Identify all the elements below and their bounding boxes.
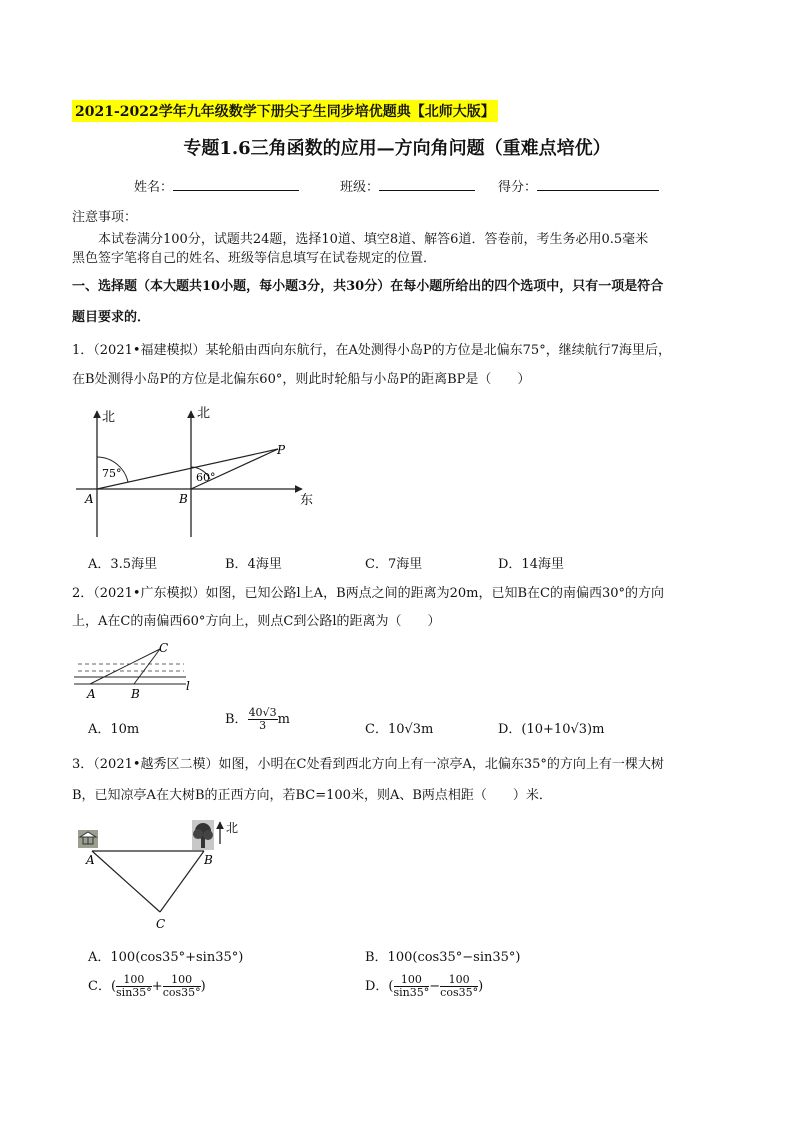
q1-line-ap bbox=[97, 449, 278, 489]
q3-figure bbox=[74, 818, 254, 933]
pavilion-icon bbox=[78, 830, 98, 848]
q1-line-2: 在B处测得小岛P的方位是北偏东60°，则此时轮船与小岛P的距离BP是（ ） bbox=[72, 372, 531, 387]
q2-road-l: l bbox=[186, 679, 190, 693]
q3-point-c: C bbox=[156, 917, 166, 931]
q2-option-b[interactable] bbox=[225, 707, 290, 732]
q1-figure bbox=[70, 405, 330, 540]
q1-option-d[interactable]: D．14海里 bbox=[498, 557, 564, 572]
q3-line-2: B，已知凉亭A在大树B的正西方向，若BC=100米，则A、B两点相距（ ）米． bbox=[72, 788, 552, 803]
q3-point-b: B bbox=[204, 853, 213, 867]
q3-option-d-num-2: 100 bbox=[440, 974, 478, 987]
q2-option-a[interactable]: A．10m bbox=[88, 722, 140, 737]
q1-option-a[interactable]: A．3.5海里 bbox=[88, 557, 158, 572]
class-blank bbox=[379, 178, 475, 191]
q3-option-b[interactable]: B．100(cos35°−sin35°) bbox=[365, 950, 521, 965]
q2-line-ac bbox=[90, 649, 160, 684]
q2-option-d[interactable]: D．(10+10√3)m bbox=[498, 722, 605, 737]
q1-north-label-a: 北 bbox=[102, 410, 116, 425]
q1-angle-75: 75° bbox=[102, 467, 122, 480]
score-label: 得分： bbox=[498, 180, 538, 195]
q3-option-d-minus: − bbox=[429, 979, 441, 994]
q3-option-d-close: ) bbox=[478, 979, 484, 994]
q2-option-c[interactable]: C．10√3m bbox=[365, 722, 434, 737]
q3-option-c-den-1: sin35° bbox=[116, 986, 152, 999]
q2-figure bbox=[72, 640, 202, 702]
name-blank bbox=[173, 178, 299, 191]
q3-option-d-den-2: cos35° bbox=[440, 986, 479, 999]
name-label: 姓名： bbox=[134, 180, 174, 195]
q3-option-d[interactable] bbox=[365, 974, 483, 999]
tree-icon bbox=[192, 820, 214, 850]
score-blank bbox=[537, 178, 659, 191]
q1-option-c[interactable]: C．7海里 bbox=[365, 557, 423, 572]
notice-line-2: 黑色签字笔将自己的姓名、班级等信息填写在试卷规定的位置． bbox=[72, 251, 437, 266]
q3-option-d-fraction-2 bbox=[440, 974, 478, 999]
q2-line-1: 2．（2021•广东模拟）如图，已知公路l上A，B两点之间的距离为20m，已知B在C的南偏西30°的方向 bbox=[72, 586, 665, 601]
q3-north-label: 北 bbox=[226, 821, 239, 835]
q1-point-a: A bbox=[85, 492, 94, 506]
q3-line-1: 3．（2021•越秀区二模）如图，小明在C处看到西北方向上有一凉亭A，北偏东35°的方向上有一棵大树 bbox=[72, 757, 664, 772]
q1-point-p: P bbox=[277, 443, 286, 457]
q2-point-c: C bbox=[159, 641, 169, 655]
notice-line-1: 本试卷满分100分，试题共24题，选择10道、填空8道、解答6道．答卷前，考生务必用0.5毫米 bbox=[98, 232, 649, 247]
q3-option-c-num-1: 100 bbox=[116, 974, 152, 987]
name-field bbox=[134, 176, 299, 195]
q3-line-ac bbox=[92, 851, 160, 912]
q3-point-a: A bbox=[86, 853, 95, 867]
class-field bbox=[340, 176, 475, 195]
q3-option-d-prefix: D．( bbox=[365, 979, 394, 994]
q3-option-c-close: ) bbox=[200, 979, 206, 994]
q3-option-a[interactable]: A．100(cos35°+sin35°) bbox=[88, 950, 244, 965]
section-heading-line-1: 一、选择题（本大题共10小题，每小题3分，共30分）在每小题所给出的四个选项中，只有一项是符合 bbox=[72, 279, 664, 294]
q3-option-d-den-1: sin35° bbox=[393, 986, 430, 999]
q1-north-label-b: 北 bbox=[197, 406, 211, 421]
section-heading-line-2: 题目要求的． bbox=[72, 310, 151, 325]
q2-line-bc bbox=[134, 649, 160, 684]
q3-option-c-prefix: C．( bbox=[88, 979, 117, 994]
score-field bbox=[498, 176, 659, 195]
q1-east-label: 东 bbox=[300, 493, 314, 508]
q1-angle-60: 60° bbox=[196, 471, 216, 484]
q2-option-b-denominator: 3 bbox=[259, 719, 267, 732]
class-label: 班级： bbox=[340, 180, 380, 195]
notice-heading: 注意事项： bbox=[72, 210, 138, 225]
q3-option-c-num-2: 100 bbox=[163, 974, 201, 987]
q1-line-1: 1．（2021•福建模拟）某轮船由西向东航行，在A处测得小岛P的方位是北偏东75°，继续航行7海里后， bbox=[72, 343, 671, 358]
q2-point-b: B bbox=[131, 687, 140, 701]
q1-option-b[interactable]: B．4海里 bbox=[225, 557, 282, 572]
q3-option-c-fraction-1 bbox=[116, 974, 152, 999]
q2-option-b-numerator: 40√3 bbox=[248, 706, 277, 719]
q2-line-2: 上，A在C的南偏西60°方向上，则点C到公路l的距离为（ ） bbox=[72, 614, 441, 629]
q2-option-b-unit: m bbox=[277, 712, 290, 727]
q3-option-d-num-1: 100 bbox=[394, 974, 430, 987]
series-banner: 2021-2022学年九年级数学下册尖子生同步培优题典【北师大版】 bbox=[72, 100, 498, 122]
q3-line-bc bbox=[160, 851, 204, 912]
q3-option-c-plus: + bbox=[151, 979, 163, 994]
q2-option-b-prefix: B． bbox=[225, 712, 248, 727]
q2-point-a: A bbox=[87, 687, 96, 701]
q1-point-b: B bbox=[179, 492, 188, 506]
q3-option-c-den-2: cos35° bbox=[162, 986, 201, 999]
q3-option-c[interactable] bbox=[88, 974, 206, 999]
q3-option-d-fraction-1 bbox=[394, 974, 430, 999]
q3-option-c-fraction-2 bbox=[163, 974, 201, 999]
q2-option-b-fraction bbox=[248, 707, 278, 732]
page-title: 专题1.6三角函数的应用—方向角问题（重难点培优） bbox=[183, 138, 611, 159]
